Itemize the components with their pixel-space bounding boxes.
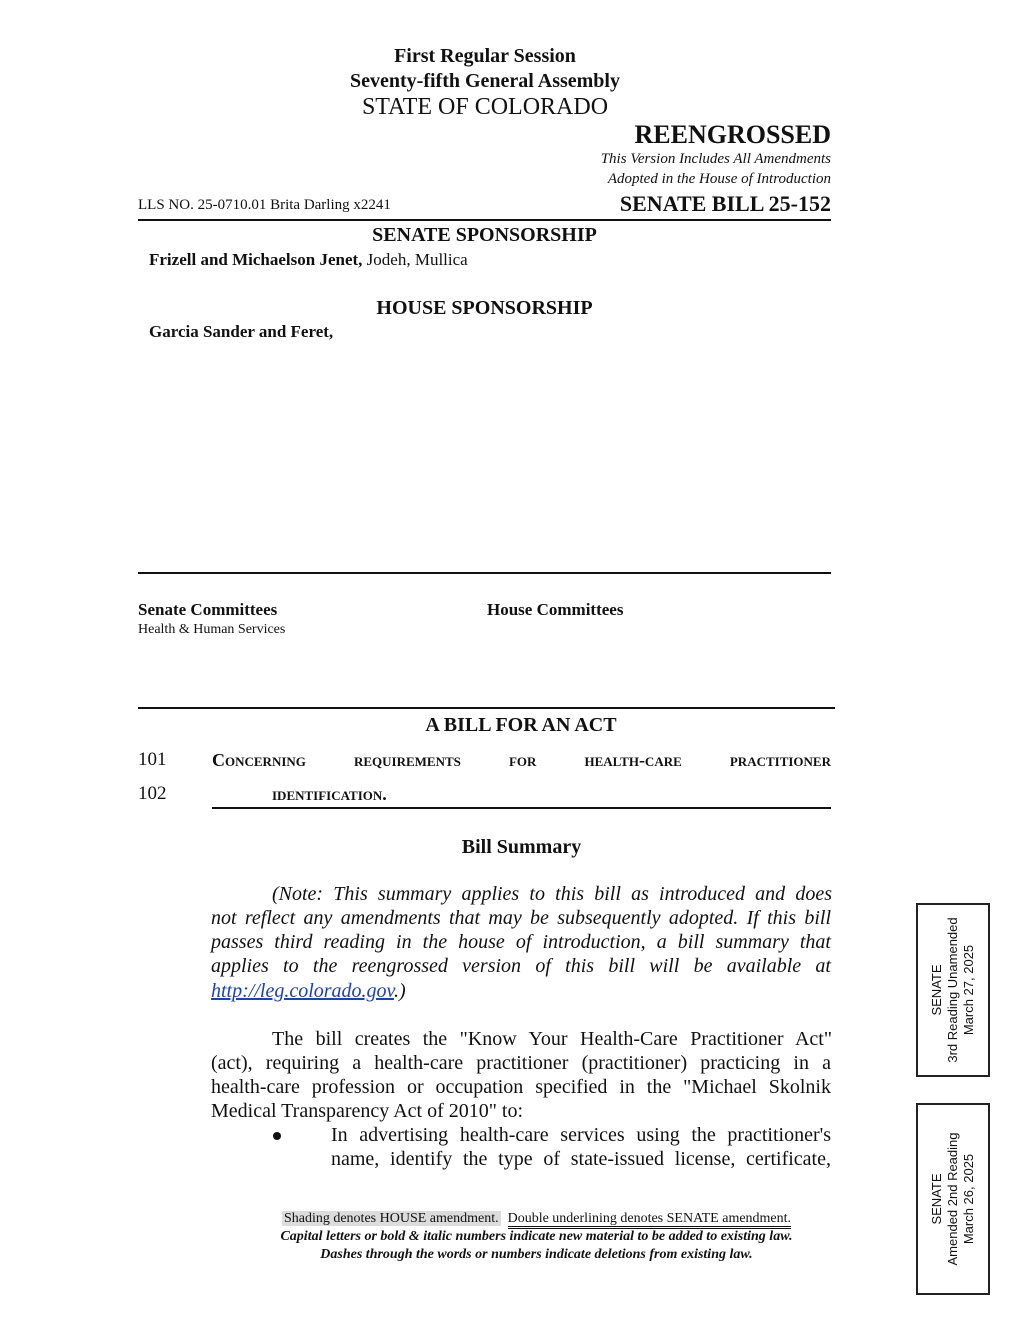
lls-number: LLS NO. 25-0710.01 Brita Darling x2241: [138, 197, 391, 213]
footer-dashes-note: Dashes through the words or numbers indicate deletions from existing law.: [320, 1247, 753, 1262]
stamp-chamber: SENATE: [929, 1173, 944, 1225]
bill-title-line-2: identification.: [272, 784, 387, 804]
senate-cosponsors: Jodeh, Mullica: [362, 250, 468, 269]
stamp-chamber: SENATE: [929, 964, 944, 1016]
summary-p1-line-2: (act), requiring a health-care practitioner (practitioner) practicing in a: [211, 1052, 831, 1074]
stamp-text: [929, 1133, 977, 1266]
version-note-2: Adopted in the House of Introduction: [607, 171, 831, 187]
note-line-2: not reflect any amendments that may be subsequently adopted. If this bill: [211, 907, 831, 929]
note-line-5: [211, 980, 406, 1003]
bill-heading: A BILL FOR AN ACT: [425, 714, 617, 736]
stamp-action: Amended 2nd Reading: [945, 1132, 960, 1266]
note-line-4: applies to the reengrossed version of this bill will be available at: [211, 955, 831, 977]
bill-rule-top: [138, 707, 835, 709]
summary-heading: Bill Summary: [461, 836, 582, 858]
leg-colorado-link[interactable]: http://leg.colorado.gov: [211, 980, 394, 1002]
stamp-date: March 27, 2025: [961, 944, 976, 1036]
version-note-1: This Version Includes All Amendments: [600, 151, 831, 167]
senate-prime-sponsors: Frizell and Michaelson Jenet,: [149, 250, 363, 269]
house-shading-note: Shading denotes HOUSE amendment.: [283, 1211, 499, 1226]
bullet-icon: [273, 1132, 281, 1140]
line-number-101: 101: [138, 749, 167, 770]
senate-sponsors: [149, 250, 468, 270]
note-line-1: (Note: This summary applies to this bill as introduced and does: [272, 883, 832, 905]
senate-committees-list: Health & Human Services: [138, 622, 286, 637]
stamp-text: [929, 917, 977, 1062]
house-sponsors: Garcia Sander and Feret,: [149, 322, 334, 341]
assembly-title: Seventy-fifth General Assembly: [350, 70, 620, 92]
summary-p1-line-4: Medical Transparency Act of 2010" to:: [211, 1100, 524, 1122]
state-title: STATE OF COLORADO: [361, 94, 609, 120]
senate-second-reading-stamp: [916, 1103, 990, 1295]
summary-p1-line-3: health-care profession or occupation specified in the "Michael Skolnik: [211, 1076, 831, 1098]
committees-rule: [138, 572, 831, 574]
bill-title-line-1: Concerning requirements for health-care practitioner: [212, 750, 831, 770]
senate-third-reading-stamp: [916, 903, 990, 1077]
note-line-3: passes third reading in the house of introduction, a bill summary that: [211, 931, 831, 953]
house-sponsorship-heading: HOUSE SPONSORSHIP: [376, 297, 593, 319]
footer-legend: [138, 1211, 935, 1227]
version-status: REENGROSSED: [634, 120, 831, 149]
session-title: First Regular Session: [394, 45, 576, 67]
summary-p1-line-1: The bill creates the "Know Your Health-Care Practitioner Act": [272, 1028, 832, 1050]
stamp-date: March 26, 2025: [961, 1153, 976, 1245]
line-number-102: 102: [138, 783, 167, 804]
senate-sponsorship-heading: SENATE SPONSORSHIP: [372, 224, 597, 246]
footer-capitals-note: Capital letters or bold & italic numbers indicate new material to be added to existing law.: [280, 1229, 793, 1244]
note-end: .): [393, 980, 406, 1002]
house-committees-heading: House Committees: [487, 600, 624, 619]
bullet-1-line-2: name, identify the type of state-issued license, certificate,: [331, 1148, 831, 1170]
stamp-action: 3rd Reading Unamended: [945, 917, 960, 1063]
bill-rule-bottom: [212, 807, 831, 809]
bill-number: SENATE BILL 25-152: [619, 191, 831, 216]
bullet-1-line-1: In advertising health-care services using the practitioner's: [331, 1124, 831, 1146]
header-rule: [138, 219, 831, 221]
senate-underline-note: Double underlining denotes SENATE amendment.: [508, 1211, 791, 1229]
senate-committees-heading: Senate Committees: [138, 600, 278, 619]
